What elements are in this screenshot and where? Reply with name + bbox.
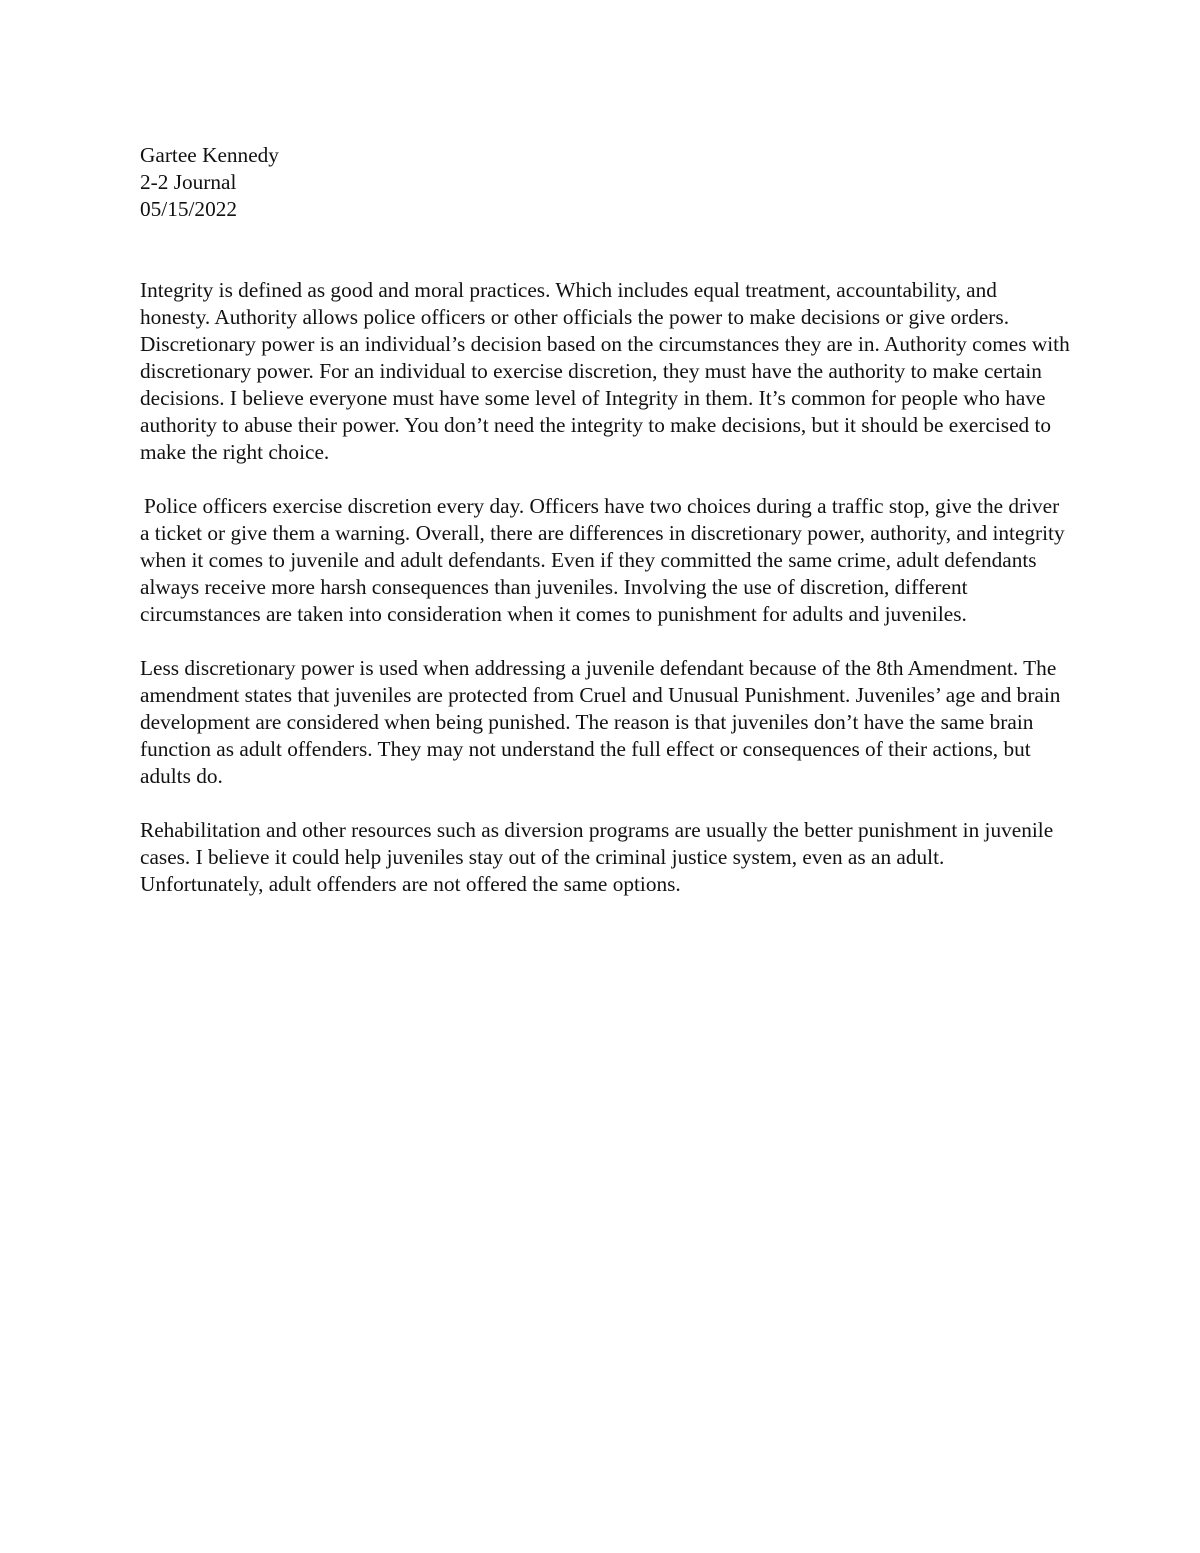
document-content (140, 142, 1070, 925)
paragraph-integrity: Integrity is defined as good and moral practices. Which includes equal treatment, accountability, and honesty. Authority allows police officers or other officials the power to make decisions or give orders. Discretionary power is an individual’s decision based on the circumstances they are in. Authority comes with discretionary power. For an individual to exercise discretion, they must have the authority to make certain decisions. I believe everyone must have some level of Integrity in them. It’s common for people who have authority to abuse their power. You don’t need the integrity to make decisions, but it should be exercised to make the right choice. (140, 278, 1070, 464)
document-date: 05/15/2022 (140, 197, 238, 221)
paragraph-eighth-amendment: Less discretionary power is used when addressing a juvenile defendant because of the 8th Amendment. The amendment states that juveniles are protected from Cruel and Unusual Punishment. Juveniles’ age and brain development are considered when being punished. The reason is that juveniles don’t have the same brain function as adult offenders. They may not understand the full effect or consequences of their actions, but adults do. (140, 656, 1061, 788)
document-header (140, 142, 1070, 223)
author-name: Gartee Kennedy (140, 143, 279, 167)
paragraph-police-discretion: Police officers exercise discretion every day. Officers have two choices during a traffic stop, give the driver a ticket or give them a warning. Overall, there are differences in discretionary power, authority, and integrity when it comes to juvenile and adult defendants. Even if they committed the same crime, adult defendants always receive more harsh consequences than juveniles. Involving the use of discretion, different circumstances are taken into consideration when it comes to punishment for adults and juveniles. (140, 494, 1065, 626)
assignment-title: 2-2 Journal (140, 170, 237, 194)
paragraph-rehabilitation: Rehabilitation and other resources such as diversion programs are usually the better punishment in juvenile cases. I believe it could help juveniles stay out of the criminal justice system, even as an adult. Unfortunately, adult offenders are not offered the same options. (140, 818, 1054, 896)
